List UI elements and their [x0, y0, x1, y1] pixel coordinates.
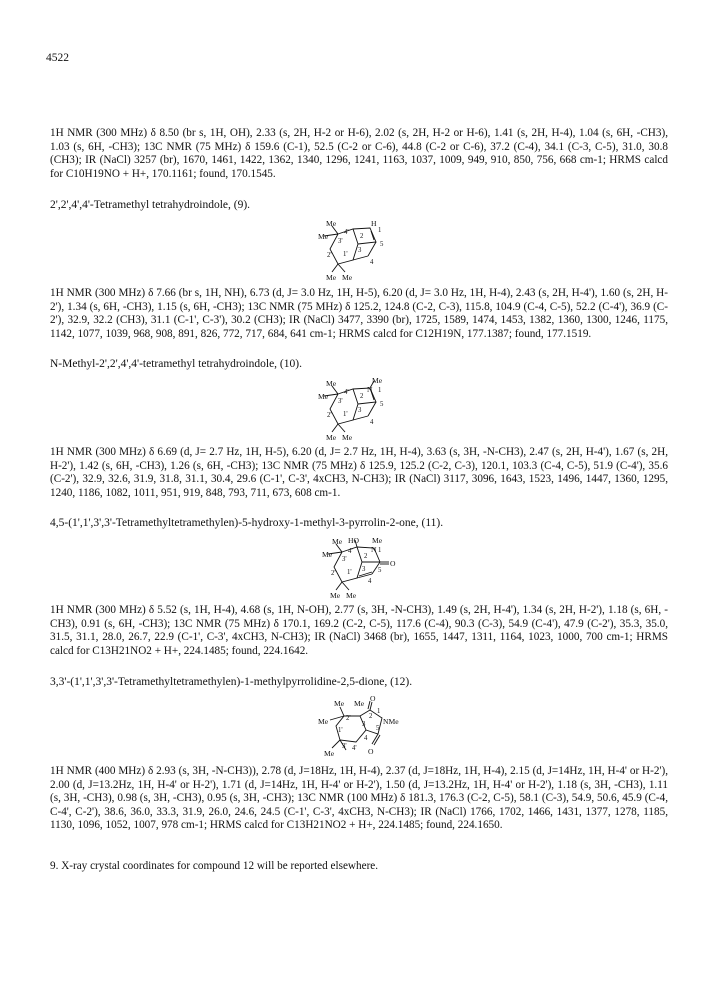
locant-label: 2 [364, 553, 368, 560]
locant-label: 3 [358, 407, 362, 414]
locant-label: 4 [368, 578, 372, 585]
intro-nmr-paragraph: 1H NMR (300 MHz) δ 8.50 (br s, 1H, OH), 2.33 (s, 2H, H-2 or H-6), 2.02 (s, 2H, H-2 or H-6), 1.41 (s, 2H, H-4), 1.04 (s, 6H, -CH3), 1.03 (s, 6H, -CH3); 13C NMR (75 MHz) δ 159.6 (C-1), 52.5 (C-2 or C-6), 44.8 (C-2 or C-6), 37.2 (C-4), 34.1 (C-3, C-5), 31.0, 30.8 (CH3); IR (NaCl) 3257 (br), 1670, 1461, 1422, 1362, 1340, 1296, 1241, 1163, 1037, 1009, 949, 910, 850, 756, 668 cm-1; HRMS calcd for C10H19NO + H+, 170.1161; found, 170.1545. [50, 127, 668, 180]
locant-label: 1 [378, 227, 382, 234]
n-methyl-label: Me [372, 378, 383, 385]
compound-9-nmr: 1H NMR (300 MHz) δ 7.66 (br s, 1H, NH), 6.73 (d, J= 3.0 Hz, 1H, H-5), 6.20 (d, J= 3.0 Hz, 1H, H-4), 2.43 (s, 2H, H-4'), 1.60 (s, 2H, H-2'), 1.34 (s, 6H, -CH3), 1.15 (s, 6H, -CH3); 13C NMR (75 MHz) δ 125.2, 124.8 (C-2, C-3), 115.8, 104.9 (C-4, C-5), 52.2 (C-4'), 36.9 (C-2'), 32.9, 32.2 (CH3), 31.1 (C-1', C-3'), 30.2 (CH3); IR (NaCl) 3477, 3390 (br), 1725, 1589, 1474, 1453, 1382, 1360, 1300, 1246, 1175, 1142, 1077, 1039, 968, 908, 891, 826, 772, 717, 684, 641 cm-1; HRMS calcd for C12H19N, 177.1387; found, 177.1519. [50, 287, 668, 340]
compound-11-nmr: 1H NMR (300 MHz) δ 5.52 (s, 1H, H-4), 4.68 (s, 1H, N-OH), 2.77 (s, 3H, -N-CH3), 1.49 (s, 2H, H-4'), 1.34 (s, 2H, H-2'), 1.18 (s, 6H, -CH3), 0.91 (s, 6H, -CH3); 13C NMR (75 MHz) δ 170.1, 169.2 (C-2, C-5), 117.6 (C-4), 90.3 (C-3), 54.9 (C-4'), 47.9 (C-2'), 35.3, 35.0, 31.5, 31.1, 28.0, 26.7, 22.9 (C-1', C-3', 4xCH3, N-CH3); IR (NaCl) 3468 (br), 1655, 1447, 1311, 1164, 1023, 1000, 700 cm-1; HRMS calcd for C13H21NO2 + H+, 224.1485; found, 224.1642. [50, 604, 668, 657]
methyl-label: Me [326, 273, 337, 282]
hydroxyl-label: HO [348, 538, 359, 545]
locant-label: 1' [347, 569, 352, 576]
locant-label: 5 [378, 567, 382, 574]
page-number: 4522 [46, 52, 69, 64]
oxygen-label: O [368, 747, 374, 756]
locant-label: 3' [338, 398, 343, 405]
compound-12-nmr: 1H NMR (400 MHz) δ 2.93 (s, 3H, -N-CH3)), 2.78 (d, J=18Hz, 1H, H-4), 2.37 (d, J=18Hz, 1H, H-4), 2.15 (d, J=14Hz, 1H, H-4' or H-2'), 2.00 (d, J=13.2Hz, 1H, H-4' or H-2'), 1.71 (d, J=14Hz, 1H, H-4' or H-2'), 1.50 (d, J=13.2Hz, 1H, H-4' or H-2'), 1.18 (s, 3H, -CH3), 1.11 (s, 3H, -CH3), 0.98 (s, 3H, -CH3), 0.95 (s, 3H, -CH3); 13C NMR (100 MHz) δ 181.3, 176.3 (C-2, C-5), 58.1 (C-3), 54.9, 50.6, 45.9 (C-4, C-4', C-2'), 38.6, 36.0, 33.3, 31.9, 26.0, 24.6, 24.5 (C-1', C-3', 4xCH3, N-CH3); IR (NaCl) 1766, 1702, 1466, 1431, 1377, 1278, 1185, 1130, 1096, 1052, 1007, 978 cm-1; HRMS calcd for C13H21NO2 + H+, 224.1485; found, 224.1650. [50, 765, 668, 832]
locant-label: 1' [343, 411, 348, 418]
locant-label: 5 [380, 241, 384, 248]
compound-9-structure [318, 220, 408, 282]
compound-10-nmr: 1H NMR (300 MHz) δ 6.69 (d, J= 2.7 Hz, 1H, H-5), 6.20 (d, J= 2.7 Hz, 1H, H-4), 3.63 (s, 3H, -N-CH3), 2.47 (s, 2H, H-4'), 1.67 (s, 2H, H-2'), 1.42 (s, 6H, -CH3), 1.26 (s, 6H, -CH3); 13C NMR (75 MHz) δ 125.9, 125.2 (C-2, C-3), 120.1, 103.3 (C-4, C-5), 51.9 (C-4'), 35.6 (C-2'), 32.9, 32.6, 31.9, 31.8, 31.1, 30.4, 29.6 (C-1', C-3', 4xCH3, N-CH3); IR (NaCl) 3117, 3096, 1643, 1523, 1496, 1447, 1360, 1295, 1240, 1186, 1082, 1011, 951, 919, 848, 793, 711, 673, 608 cm-1. [50, 446, 668, 499]
locant-label: 1 [378, 387, 382, 394]
methyl-label: Me [354, 699, 365, 708]
compound-12-title: 3,3'-(1',1',3',3'-Tetramethyltetramethylen)-1-methylpyrrolidine-2,5-dione, (12). [50, 676, 413, 688]
compound-11-structure [322, 538, 412, 600]
locant-label: 2' [331, 570, 336, 577]
locant-label: 3' [342, 556, 347, 563]
methyl-label: Me [318, 232, 329, 241]
locant-label: 3 [362, 721, 366, 728]
nh-hydrogen-label: H [371, 220, 377, 228]
locant-label: 5 [376, 725, 380, 732]
locant-label: 1 [378, 547, 382, 554]
locant-label: 3 [358, 247, 362, 254]
nitrogen-label: N [367, 385, 373, 394]
locant-label: 2' [327, 252, 332, 259]
methyl-label: Me [318, 717, 329, 726]
locant-label: 3' [338, 238, 343, 245]
locant-label: 4' [344, 229, 349, 236]
locant-label: 4 [370, 259, 374, 266]
locant-label: 2 [360, 233, 364, 240]
methyl-label: Me [326, 220, 337, 228]
locant-label: 1' [343, 251, 348, 258]
footnote: 9. X-ray crystal coordinates for compound 12 will be reported elsewhere. [50, 860, 379, 872]
locant-label: 4' [352, 745, 357, 752]
locant-label: 3' [342, 743, 347, 750]
locant-label: 1' [338, 727, 343, 734]
compound-11-title: 4,5-(1',1',3',3'-Tetramethyltetramethylen)-5-hydroxy-1-methyl-3-pyrrolin-2-one, (11). [50, 517, 444, 529]
methyl-label: Me [346, 591, 357, 600]
locant-label: 2' [327, 412, 332, 419]
methyl-label: Me [318, 392, 329, 401]
methyl-label: Me [330, 591, 341, 600]
methyl-label: Me [342, 273, 353, 282]
locant-label: 1 [377, 708, 381, 715]
compound-9-title: 2',2',4',4'-Tetramethyl tetrahydroindole, (9). [50, 199, 251, 211]
methyl-label: Me [322, 550, 333, 559]
locant-label: 5 [380, 401, 384, 408]
locant-label: 4' [348, 548, 353, 555]
locant-label: 3 [362, 566, 366, 573]
methyl-label: Me [324, 749, 335, 758]
locant-label: 4 [364, 735, 368, 742]
methyl-label: Me [332, 538, 343, 546]
methyl-label: Me [326, 379, 337, 388]
methyl-label: Me [342, 433, 353, 442]
oxygen-label: O [370, 696, 376, 703]
locant-label: 4' [344, 389, 349, 396]
nitrogen-label: N [371, 545, 377, 554]
compound-10-structure [318, 378, 408, 442]
locant-label: 2 [360, 393, 364, 400]
compound-10-title: N-Methyl-2',2',4',4'-tetramethyl tetrahydroindole, (10). [50, 358, 302, 370]
methyl-label: Me [334, 699, 345, 708]
locant-label: 2 [369, 713, 373, 720]
locant-label: 2' [346, 715, 351, 722]
n-methyl-label: NMe [383, 717, 399, 726]
n-methyl-label: Me [372, 538, 383, 545]
compound-12-structure [318, 696, 418, 760]
methyl-label: Me [326, 433, 337, 442]
oxygen-label: O [390, 559, 396, 568]
locant-label: 4 [370, 419, 374, 426]
